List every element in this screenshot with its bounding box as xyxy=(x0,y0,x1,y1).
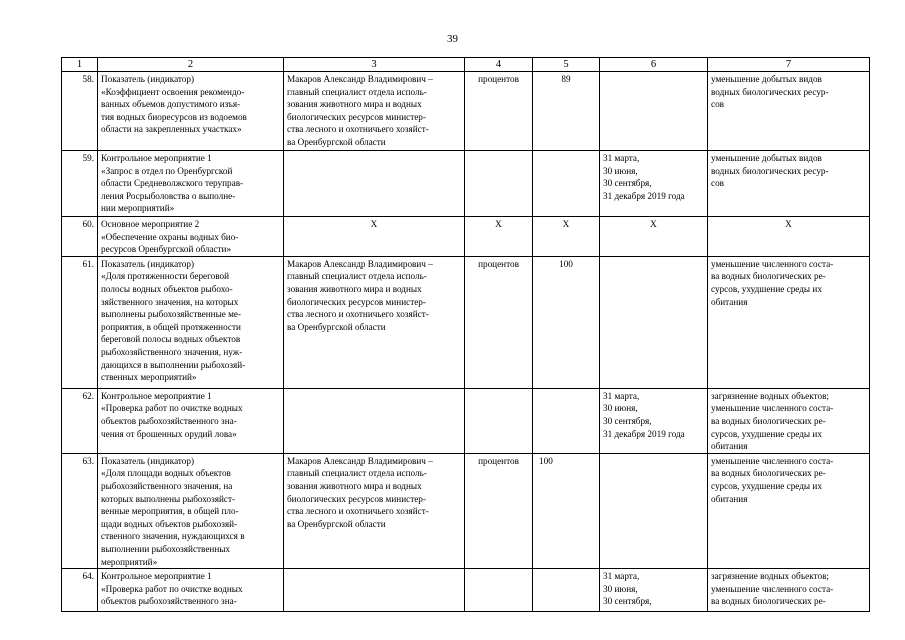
row-number: 61. xyxy=(62,256,98,388)
col-header-5: 5 xyxy=(533,58,600,72)
due-dates-line: 31 декабря 2019 года xyxy=(603,190,685,201)
activity-name-line: области Средневолжского терупрaв- xyxy=(101,178,244,189)
col-header-6: 6 xyxy=(600,58,708,72)
col-header-2: 2 xyxy=(98,58,284,72)
activity-name-line: береговой полосы водных объектов xyxy=(101,334,241,345)
activity-name-line: «Запрос в отдел по Оренбургской xyxy=(101,165,233,176)
activity-name-line: «Обеспечение охраны водных био- xyxy=(101,231,239,242)
consequences-line: уменьшение добытых видов xyxy=(711,74,822,84)
activity-name-line: дающихся в выполнении рыбохозяй- xyxy=(101,359,246,370)
due-dates-line: 30 июня, xyxy=(603,165,638,176)
plan-value xyxy=(533,388,600,453)
responsible-person-line: зования животного мира и водных xyxy=(287,283,422,294)
responsible-person xyxy=(284,569,465,612)
consequences-line: уменьшение численного соста- xyxy=(711,258,834,269)
consequences-line: загрязнение водных объектов; xyxy=(711,390,829,401)
activity-name-line: «Проверка работ по очистке водных xyxy=(101,403,243,414)
responsible-person-line: зования животного мира и водных xyxy=(287,480,422,491)
due-dates xyxy=(600,151,708,217)
due-dates xyxy=(600,72,708,151)
due-dates-line: 31 марта, xyxy=(603,571,640,582)
consequences-line: уменьшение численного соста- xyxy=(711,403,834,414)
responsible-person xyxy=(284,453,465,568)
activity-name-line: которых выполнены рыбохозяйст- xyxy=(101,493,236,504)
responsible-person-line: Х xyxy=(370,219,378,229)
consequences-line: обитания xyxy=(711,296,748,307)
activity-name xyxy=(98,388,284,453)
responsible-person-line: ства лесного и охотничьего хозяйст- xyxy=(287,309,429,320)
consequences-line: ва водных биологических ре- xyxy=(711,468,826,479)
responsible-person xyxy=(284,256,465,388)
consequences xyxy=(708,217,870,257)
due-dates xyxy=(600,569,708,612)
unit: процентов xyxy=(465,453,533,568)
activity-name-line: «Проверка работ по очистке водных xyxy=(101,583,243,594)
plan-value xyxy=(533,569,600,612)
activity-name-line: ванных объемов допустимого изъя- xyxy=(101,99,241,110)
consequences-line: обитания xyxy=(711,441,748,452)
activity-name xyxy=(98,569,284,612)
due-dates-line: 30 июня, xyxy=(603,583,638,594)
consequences-line: водных биологических ресур- xyxy=(711,165,829,176)
row-number: 62. xyxy=(62,388,98,453)
consequences xyxy=(708,569,870,612)
activity-name xyxy=(98,256,284,388)
header-row xyxy=(62,58,870,72)
activity-name xyxy=(98,453,284,568)
responsible-person-line: биологических ресурсов министер- xyxy=(287,296,426,307)
activity-name xyxy=(98,217,284,257)
responsible-person xyxy=(284,388,465,453)
activity-name-line: выполнены рыбохозяйственные ме- xyxy=(101,309,242,320)
responsible-person-line: биологических ресурсов министер- xyxy=(287,111,426,122)
responsible-person-line: главный специалист отдела исполь- xyxy=(287,271,427,282)
activity-name-line: Показатель (индикатор) xyxy=(101,258,195,269)
consequences-line: обитания xyxy=(711,493,748,504)
table-row xyxy=(62,72,870,151)
activity-name-line: чения от брошенных орудий лова» xyxy=(101,428,237,439)
table-body xyxy=(62,72,870,612)
activity-name-line: объектов рыбохозяйственного зна- xyxy=(101,415,237,426)
consequences-line: ва водных биологических ре- xyxy=(711,596,826,607)
unit: процентов xyxy=(465,72,533,151)
consequences-line: сурсов, ухудшение среды их xyxy=(711,480,822,491)
due-dates-line: 30 июня, xyxy=(603,403,638,414)
plan-value: Х xyxy=(533,217,600,257)
due-dates-line: 30 сентября, xyxy=(603,415,652,426)
unit: процентов xyxy=(465,256,533,388)
consequences-line: сов xyxy=(711,178,725,189)
consequences-line: загрязнение водных объектов; xyxy=(711,571,829,582)
activity-name-line: Контрольное мероприятие 1 xyxy=(101,571,212,582)
plan-value: 89 xyxy=(533,72,600,151)
responsible-person-line: главный специалист отдела исполь- xyxy=(287,86,427,97)
col-header-7: 7 xyxy=(708,58,870,72)
table-row xyxy=(62,569,870,612)
due-dates-line: 31 декабря 2019 года xyxy=(603,428,685,439)
row-number: 64. xyxy=(62,569,98,612)
responsible-person-line: Макаров Александр Владимирович – xyxy=(287,455,433,466)
table-row xyxy=(62,256,870,388)
activity-name-line: Контрольное мероприятие 1 xyxy=(101,390,212,401)
row-number: 58. xyxy=(62,72,98,151)
activity-name-line: «Коэффициент освоения рекомендо- xyxy=(101,86,245,97)
unit xyxy=(465,151,533,217)
activity-name xyxy=(98,72,284,151)
unit xyxy=(465,388,533,453)
col-header-3: 3 xyxy=(284,58,465,72)
activity-name-line: венные мероприятия, в общей пло- xyxy=(101,506,239,517)
consequences-line: сурсов, ухудшение среды их xyxy=(711,428,822,439)
consequences-line: водных биологических ресур- xyxy=(711,86,829,97)
due-dates xyxy=(600,453,708,568)
activity-name-line: щади водных объектов рыбохозяй- xyxy=(101,518,238,529)
responsible-person-line: ства лесного и охотничьего хозяйст- xyxy=(287,124,429,135)
responsible-person xyxy=(284,72,465,151)
activity-name-line: объектов рыбохозяйственного зна- xyxy=(101,596,237,607)
activity-name-line: «Доля площади водных объектов xyxy=(101,468,231,479)
plan-value: 100 xyxy=(533,453,600,568)
consequences-line: уменьшение численного соста- xyxy=(711,455,834,466)
activity-name-line: ления Росрыболовства о выполне- xyxy=(101,190,236,201)
indicators-table xyxy=(61,57,870,612)
due-dates-line: 30 сентября, xyxy=(603,596,652,607)
table-row xyxy=(62,453,870,568)
responsible-person-line: ства лесного и охотничьего хозяйст- xyxy=(287,506,429,517)
consequences-line: Х xyxy=(785,219,792,229)
activity-name-line: Основное мероприятие 2 xyxy=(101,219,200,229)
activity-name xyxy=(98,151,284,217)
consequences xyxy=(708,151,870,217)
responsible-person-line: зования животного мира и водных xyxy=(287,99,422,110)
plan-value xyxy=(533,151,600,217)
activity-name-line: «Доля протяженности береговой xyxy=(101,271,230,282)
row-number: 63. xyxy=(62,453,98,568)
activity-name-line: ресурсов Оренбургской области» xyxy=(101,244,232,255)
responsible-person-line: биологических ресурсов министер- xyxy=(287,493,426,504)
due-dates-line: Х xyxy=(650,219,657,229)
activity-name-line: рыбохозяйственного значения, на xyxy=(101,480,233,491)
consequences-line: сов xyxy=(711,99,725,110)
col-header-4: 4 xyxy=(465,58,533,72)
unit: Х xyxy=(465,217,533,257)
page-number: 39 xyxy=(447,33,458,45)
plan-value: 100 xyxy=(533,256,600,388)
consequences xyxy=(708,256,870,388)
consequences-line: уменьшение добытых видов xyxy=(711,153,822,163)
activity-name-line: Показатель (индикатор) xyxy=(101,74,195,84)
activity-name-line: выполнении рыбохозяйственных xyxy=(101,543,230,554)
responsible-person-line: ва Оренбургской области xyxy=(287,518,386,529)
responsible-person xyxy=(284,217,465,257)
activity-name-line: нии мероприятий» xyxy=(101,203,175,214)
activity-name-line: ственных мероприятий» xyxy=(101,372,197,383)
activity-name-line: ственного значения, нуждающихся в xyxy=(101,531,245,542)
responsible-person-line: Макаров Александр Владимирович – xyxy=(287,74,433,84)
col-header-1: 1 xyxy=(62,58,98,72)
consequences-line: уменьшение численного соста- xyxy=(711,583,834,594)
due-dates-line: 31 марта, xyxy=(603,153,640,163)
due-dates xyxy=(600,217,708,257)
activity-name-line: Показатель (индикатор) xyxy=(101,455,195,466)
consequences xyxy=(708,388,870,453)
due-dates-line: 30 сентября, xyxy=(603,178,652,189)
due-dates-line: 31 марта, xyxy=(603,390,640,401)
responsible-person-line: ва Оренбургской области xyxy=(287,136,386,147)
due-dates xyxy=(600,256,708,388)
activity-name-line: тия водных биоресурсов из водоемов xyxy=(101,111,247,122)
responsible-person-line: ва Оренбургской области xyxy=(287,321,386,332)
table-row xyxy=(62,151,870,217)
consequences-line: сурсов, ухудшение среды их xyxy=(711,283,822,294)
activity-name-line: полосы водных объектов рыбохо- xyxy=(101,283,233,294)
activity-name-line: зяйственного значения, на которых xyxy=(101,296,239,307)
consequences-line: ва водных биологических ре- xyxy=(711,415,826,426)
row-number: 60. xyxy=(62,217,98,257)
unit xyxy=(465,569,533,612)
activity-name-line: роприятия, в общей протяженности xyxy=(101,321,241,332)
activity-name-line: области на закрепленных участках» xyxy=(101,124,242,135)
activity-name-line: рыбохозяйственного значения, нуж- xyxy=(101,346,243,357)
activity-name-line: мероприятий» xyxy=(101,556,158,567)
table-row xyxy=(62,217,870,257)
consequences xyxy=(708,72,870,151)
consequences xyxy=(708,453,870,568)
row-number: 59. xyxy=(62,151,98,217)
responsible-person xyxy=(284,151,465,217)
responsible-person-line: Макаров Александр Владимирович – xyxy=(287,258,433,269)
responsible-person-line: главный специалист отдела исполь- xyxy=(287,468,427,479)
due-dates xyxy=(600,388,708,453)
activity-name-line: Контрольное мероприятие 1 xyxy=(101,153,212,163)
consequences-line: ва водных биологических ре- xyxy=(711,271,826,282)
table-row xyxy=(62,388,870,453)
